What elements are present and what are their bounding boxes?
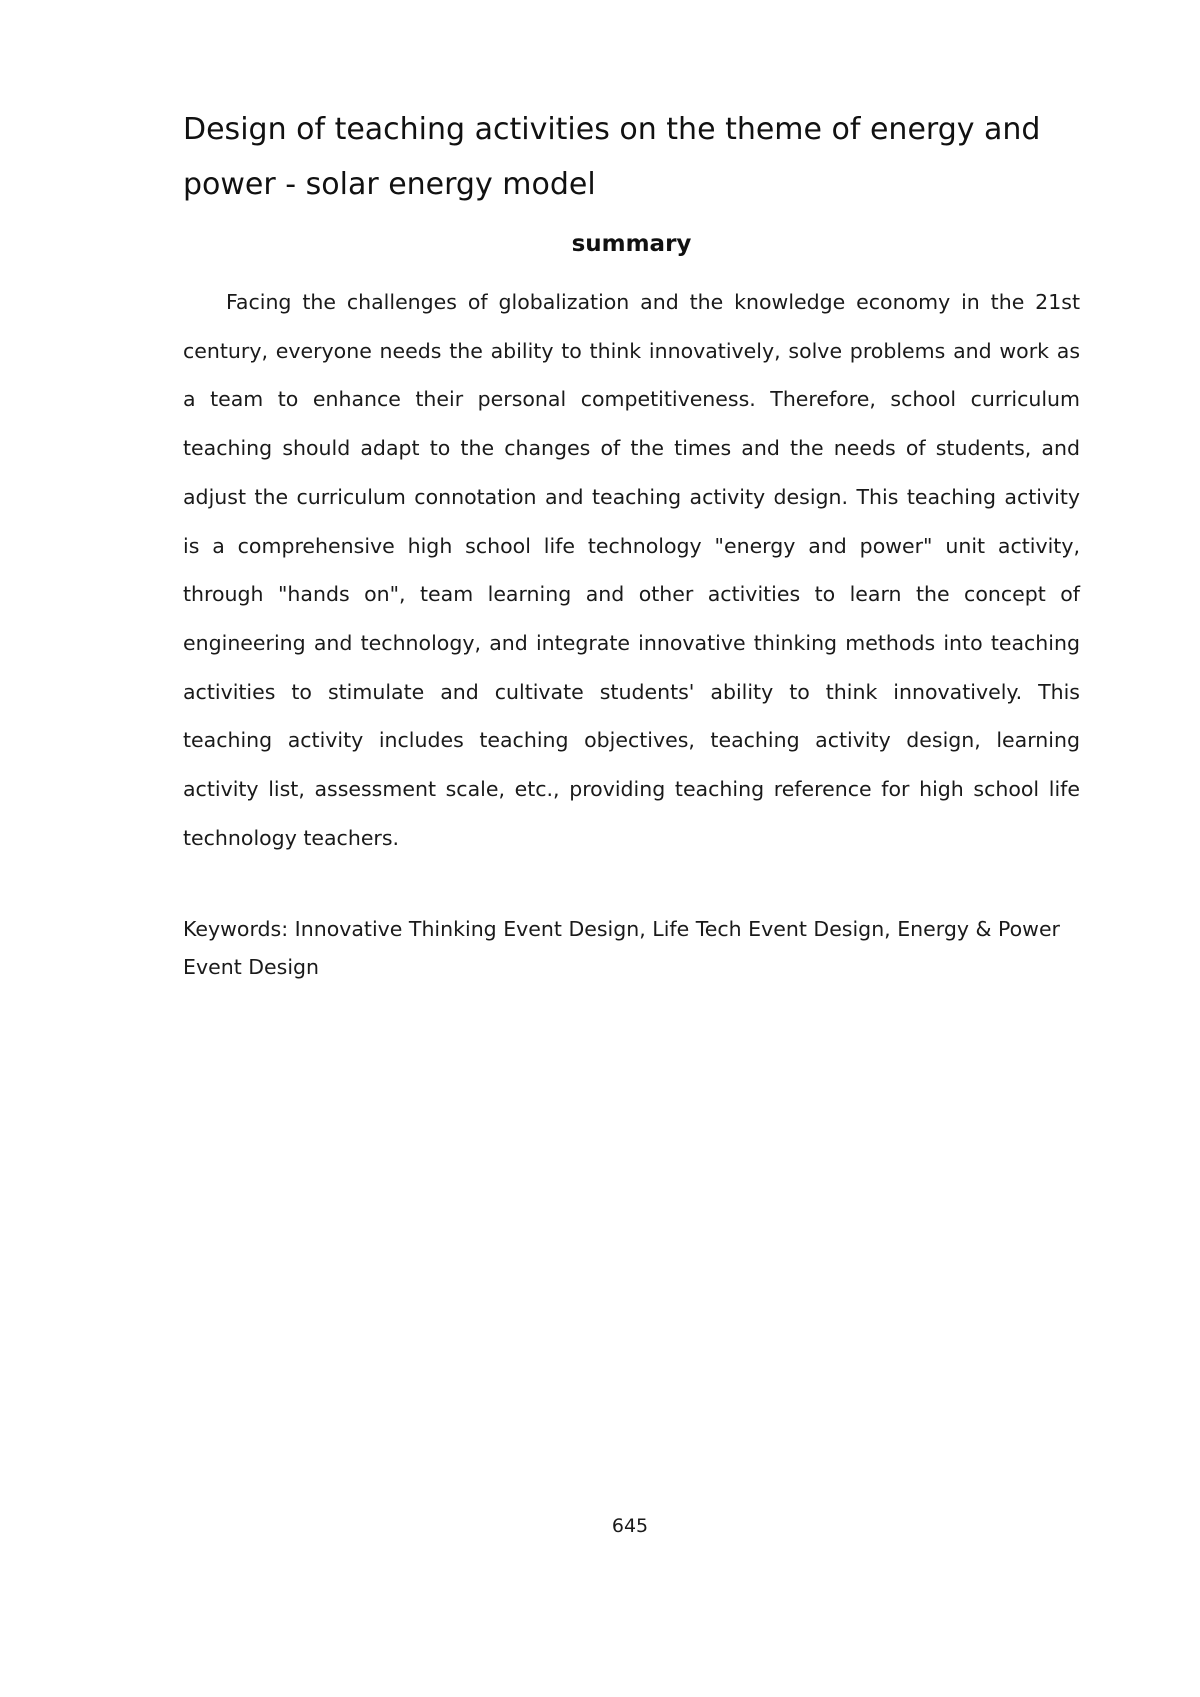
keywords-line: Keywords: Innovative Thinking Event Design, Life Tech Event Design, Energy & Power Event Design	[183, 917, 1060, 979]
section-heading: summary	[571, 231, 692, 257]
page-number: 645	[611, 1515, 649, 1537]
abstract-paragraph: Facing the challenges of globalization and the knowledge economy in the 21st century, everyone needs the ability to think innovatively, solve problems and work as a team to enhance their personal competitiveness. Therefore, school curriculum teaching should adapt to the changes of the times and the needs of students, and adjust the curriculum connotation and teaching activity design. This teaching activity is a comprehensive high school life technology "energy and power" unit activity, through "hands on", team learning and other activities to learn the concept of engineering and technology, and integrate innovative thinking methods into teaching activities to stimulate and cultivate students' ability to think innovatively. This teaching activity includes teaching objectives, teaching activity design, learning activity list, assessment scale, etc., providing teaching reference for high school life technology teachers.	[183, 290, 1080, 850]
document-title: Design of teaching activities on the theme of energy and power - solar energy model	[183, 112, 1041, 202]
